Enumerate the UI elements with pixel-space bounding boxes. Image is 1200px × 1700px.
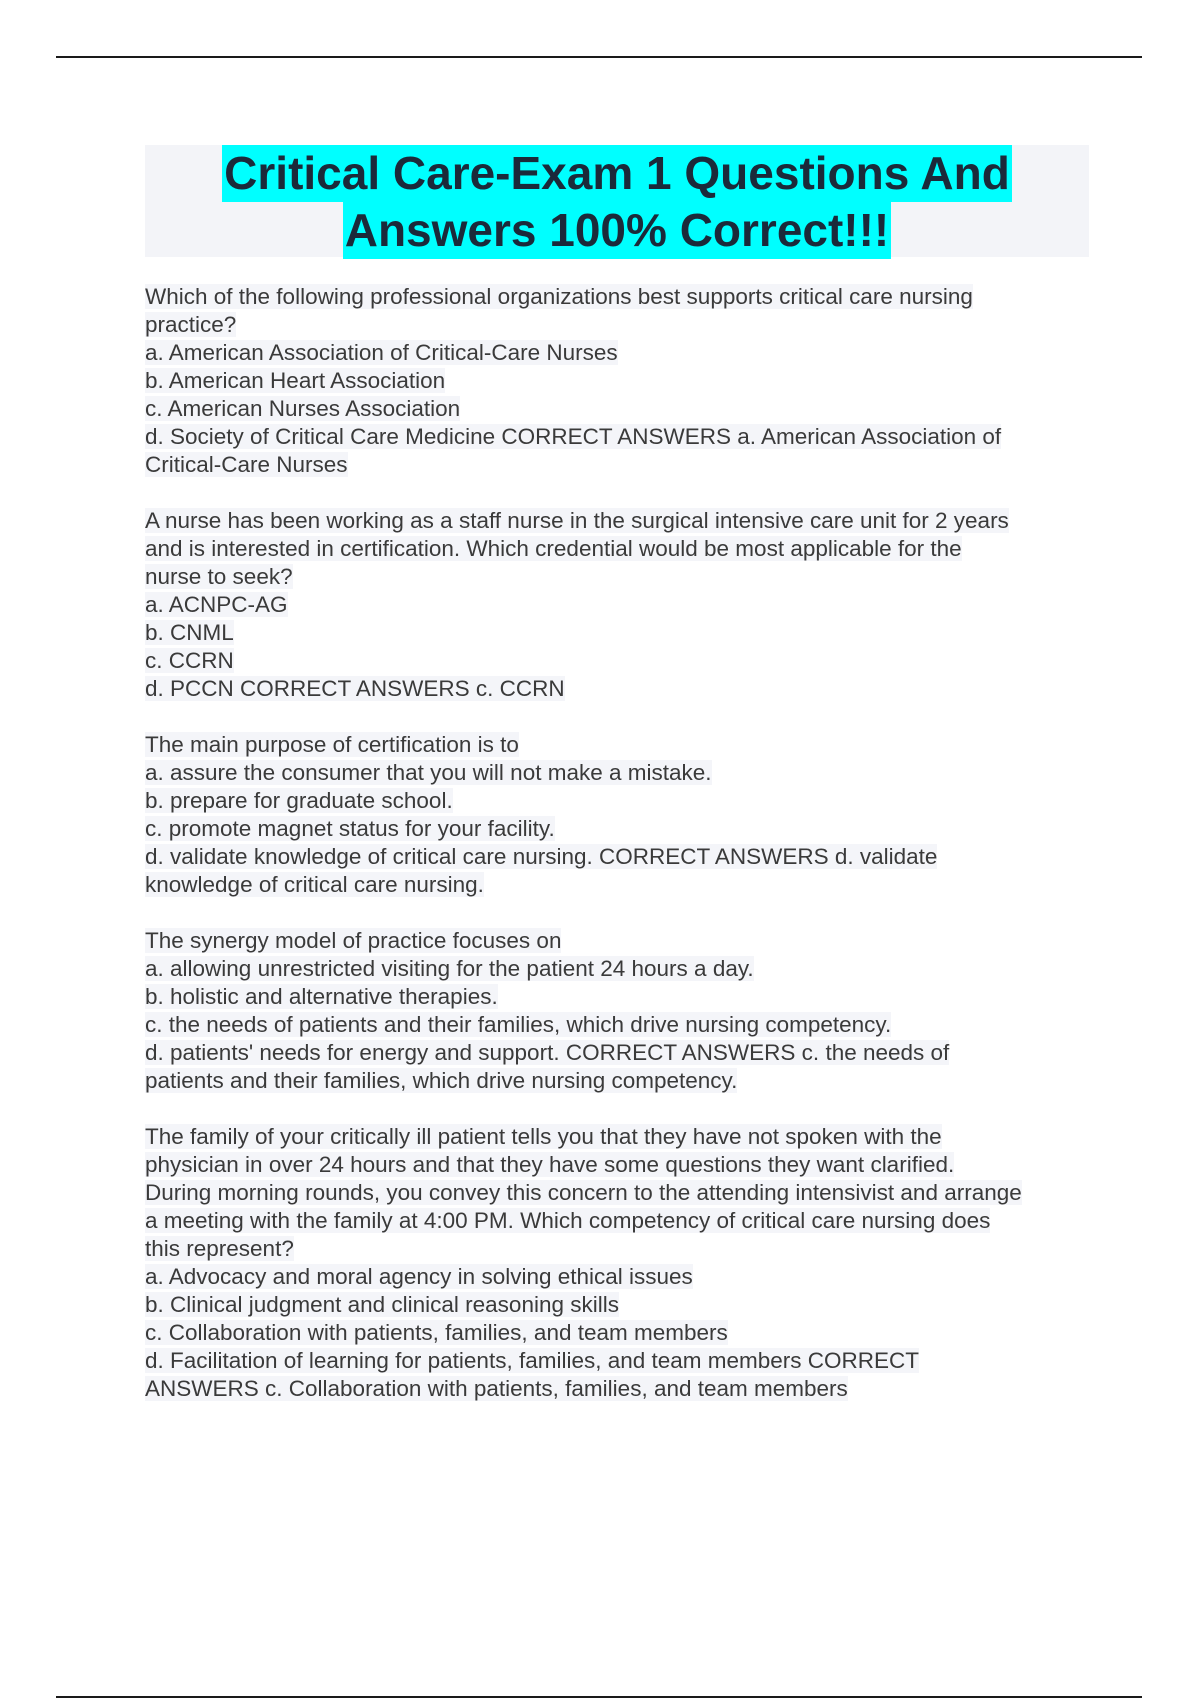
question-2-option-d: d. PCCN CORRECT ANSWERS c. CCRN bbox=[145, 676, 565, 701]
question-block-4 bbox=[145, 927, 1089, 1095]
question-block-2 bbox=[145, 507, 1089, 703]
question-2-line-2: and is interested in certification. Which credential would be most applicable for the bbox=[145, 536, 962, 561]
question-4-option-d: d. patients' needs for energy and support. CORRECT ANSWERS c. the needs of bbox=[145, 1040, 950, 1065]
question-1-line-2: practice? bbox=[145, 312, 237, 337]
question-2-line-1: A nurse has been working as a staff nurse in the surgical intensive care unit for 2 years bbox=[145, 508, 1009, 533]
question-3-option-a: a. assure the consumer that you will not make a mistake. bbox=[145, 760, 712, 785]
question-1-option-c: c. American Nurses Association bbox=[145, 396, 461, 421]
question-block-5 bbox=[145, 1123, 1089, 1403]
title-line-1: Critical Care-Exam 1 Questions And bbox=[222, 145, 1012, 202]
question-2-option-a: a. ACNPC-AG bbox=[145, 592, 288, 617]
question-3-option-d: d. validate knowledge of critical care nursing. CORRECT ANSWERS d. validate bbox=[145, 844, 938, 869]
question-5-line-2: physician in over 24 hours and that they have some questions they want clarified. bbox=[145, 1152, 955, 1177]
question-3-line-1: The main purpose of certification is to bbox=[145, 732, 519, 757]
question-4-answer-continued: patients and their families, which drive nursing competency. bbox=[145, 1068, 738, 1093]
question-2-line-3: nurse to seek? bbox=[145, 564, 293, 589]
question-5-option-b: b. Clinical judgment and clinical reasoning skills bbox=[145, 1292, 619, 1317]
question-5-option-a: a. Advocacy and moral agency in solving ethical issues bbox=[145, 1264, 693, 1289]
question-block-1 bbox=[145, 283, 1089, 479]
question-5-option-d: d. Facilitation of learning for patients, families, and team members CORRECT bbox=[145, 1348, 920, 1373]
document-title bbox=[145, 145, 1089, 257]
question-2-option-b: b. CNML bbox=[145, 620, 234, 645]
header-rule bbox=[56, 56, 1142, 58]
question-1-answer-continued: Critical-Care Nurses bbox=[145, 452, 348, 477]
question-4-line-1: The synergy model of practice focuses on bbox=[145, 928, 562, 953]
question-1-option-d: d. Society of Critical Care Medicine CORRECT ANSWERS a. American Association of bbox=[145, 424, 1002, 449]
question-5-line-3: During morning rounds, you convey this concern to the attending intensivist and arrange bbox=[145, 1180, 1022, 1205]
question-4-option-c: c. the needs of patients and their families, which drive nursing competency. bbox=[145, 1012, 892, 1037]
question-3-option-b: b. prepare for graduate school. bbox=[145, 788, 453, 813]
title-line-2: Answers 100% Correct!!! bbox=[343, 202, 892, 259]
question-5-option-c: c. Collaboration with patients, families, and team members bbox=[145, 1320, 728, 1345]
questions-list bbox=[145, 283, 1089, 1431]
question-4-option-b: b. holistic and alternative therapies. bbox=[145, 984, 498, 1009]
question-block-3 bbox=[145, 731, 1089, 899]
question-3-option-c: c. promote magnet status for your facility. bbox=[145, 816, 555, 841]
footer-rule bbox=[56, 1696, 1142, 1698]
question-5-line-5: this represent? bbox=[145, 1236, 294, 1261]
question-1-line-1: Which of the following professional organizations best supports critical care nursing bbox=[145, 284, 973, 309]
question-2-option-c: c. CCRN bbox=[145, 648, 234, 673]
question-1-option-b: b. American Heart Association bbox=[145, 368, 446, 393]
question-5-line-1: The family of your critically ill patient tells you that they have not spoken with the bbox=[145, 1124, 942, 1149]
question-5-answer-continued: ANSWERS c. Collaboration with patients, families, and team members bbox=[145, 1376, 848, 1401]
question-3-answer-continued: knowledge of critical care nursing. bbox=[145, 872, 484, 897]
question-5-line-4: a meeting with the family at 4:00 PM. Which competency of critical care nursing does bbox=[145, 1208, 991, 1233]
question-4-option-a: a. allowing unrestricted visiting for the patient 24 hours a day. bbox=[145, 956, 754, 981]
question-1-option-a: a. American Association of Critical-Care Nurses bbox=[145, 340, 618, 365]
